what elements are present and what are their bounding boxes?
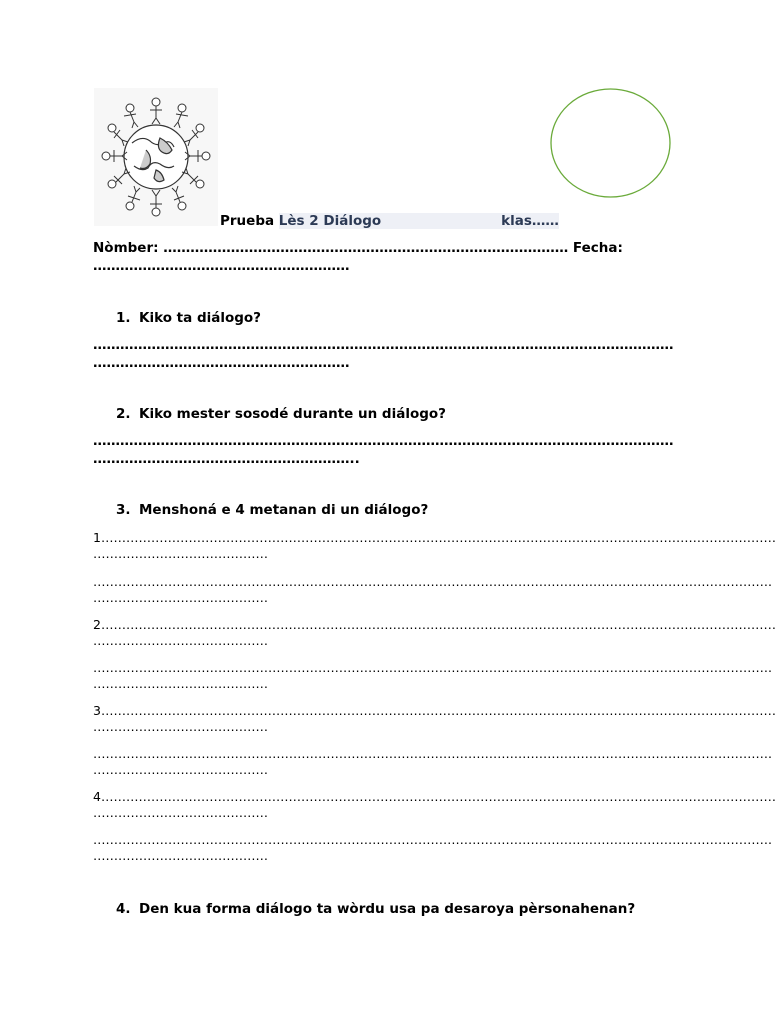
item-3-line-1: 3………………………………………………………………………………………………………………………………………………	[93, 703, 776, 718]
question-3	[116, 502, 428, 518]
item-3-line-4: ……………………………………	[93, 762, 268, 777]
item-4-line-2: ……………………………………	[93, 805, 268, 820]
globe-children-illustration	[94, 88, 218, 226]
question-1	[116, 310, 261, 326]
item-2-line-1: 2………………………………………………………………………………………………………………………………………………	[93, 617, 776, 632]
question-text: Kiko ta diálogo?	[139, 310, 262, 326]
item-2-line-3: ……………………………………………………………………………………………………………………………………………….	[93, 660, 772, 675]
item-4-line-4: ……………………………………	[93, 848, 268, 863]
question-number: 1.	[116, 310, 131, 326]
item-1-line-4: ……………………………………	[93, 590, 268, 605]
item-1-line-1: 1………………………………………………………………………………………………………………………………………………	[93, 530, 776, 545]
question-number: 3.	[116, 502, 131, 518]
item-1-line-3: ……………………………………………………………………………………………………………………………………………….	[93, 574, 772, 589]
title-class: klas……	[501, 213, 559, 229]
item-3-line-3: ……………………………………………………………………………………………………………………………………………….	[93, 746, 772, 761]
question-number: 2.	[116, 406, 131, 422]
item-2-line-2: ……………………………………	[93, 633, 268, 648]
worksheet-title	[220, 213, 559, 229]
title-subject-text: Lès 2 Diálogo	[278, 213, 382, 229]
item-3-line-2: ……………………………………	[93, 719, 268, 734]
answer-line: …………………………………………………………………………………………………………………	[93, 433, 674, 449]
name-date-line-cont: …………………………………………………	[93, 258, 350, 274]
title-subject	[279, 213, 501, 229]
question-text: Kiko mester sosodé durante un diálogo?	[139, 406, 446, 422]
item-2-line-4: ……………………………………	[93, 676, 268, 691]
question-number: 4.	[116, 901, 131, 917]
question-4	[116, 901, 635, 917]
name-date-line: Nòmber: ……………………………………………………………………………… Fecha:	[93, 240, 623, 256]
answer-line: …………………………………………………..	[93, 451, 360, 467]
question-text: Menshoná e 4 metanan di un diálogo?	[139, 502, 429, 518]
title-prefix: Prueba	[220, 213, 275, 229]
circle-shape	[549, 87, 672, 199]
answer-line: …………………………………………………………………………………………………………………	[93, 337, 674, 353]
answer-line: …………………………………………………	[93, 355, 350, 371]
question-2	[116, 406, 446, 422]
item-4-line-1: 4………………………………………………………………………………………………………………………………………………	[93, 789, 776, 804]
item-4-line-3: ……………………………………………………………………………………………………………………………………………….	[93, 832, 772, 847]
question-text: Den kua forma diálogo ta wòrdu usa pa desaroya pèrsonahenan?	[139, 901, 636, 917]
item-1-line-2: ……………………………………	[93, 546, 268, 561]
